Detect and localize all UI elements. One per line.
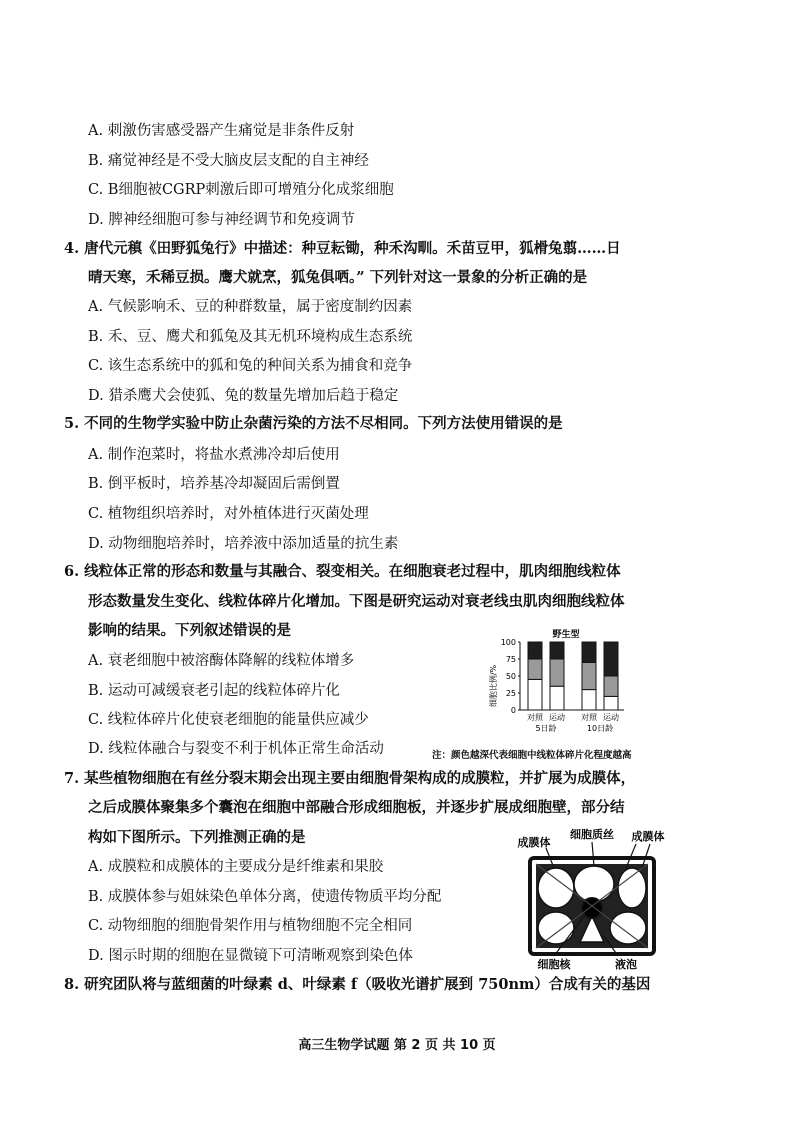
chart-xtick-label: 运动	[603, 713, 619, 722]
label-xibaozhisi: 细胞质丝	[570, 828, 614, 841]
chart-ytick-label: 0	[510, 706, 516, 715]
chart-xtick-label: 对照	[581, 713, 597, 722]
q5-option-d: D. 动物细胞培养时，培养液中添加适量的抗生素	[88, 536, 399, 552]
q8-stem: 8. 研究团队将与蓝细菌的叶绿素 d、叶绿素 f（吸收光谱扩展到 750nm）合成有关的基因	[64, 976, 651, 993]
mito-fragmentation-chart	[488, 626, 628, 738]
q5-option-b: B. 倒平板时，培养基冷却凝固后需倒置	[88, 476, 340, 492]
chart-title: 野生型	[552, 630, 580, 640]
chart-bar-white-0	[528, 679, 542, 710]
chart-ylabel: 细胞比例/%	[489, 664, 498, 708]
chart-bar-dark-2	[582, 642, 596, 662]
q5-option-a: A. 制作泡菜时，将盐水煮沸冷却后使用	[88, 447, 340, 463]
chart-ytick-label: 75	[505, 655, 516, 664]
q4-option-c: C. 该生态系统中的狐和兔的种间关系为捕食和竞争	[88, 358, 413, 374]
label-yepao: 液泡	[615, 958, 637, 971]
q3-option-d: D. 脾神经细胞可参与神经调节和免疫调节	[88, 212, 355, 228]
chart-ytick-label: 100	[500, 638, 516, 647]
chart-bar-gray-1	[550, 659, 564, 686]
cell-plate-figure	[508, 824, 676, 972]
q7-stem-cont: 之后成膜体聚集多个囊泡在细胞中部融合形成细胞板，并逐步扩展成细胞壁，部分结	[88, 799, 625, 816]
q3-option-a: A. 刺激伤害感受器产生痛觉是非条件反射	[88, 123, 355, 139]
q7-option-a: A. 成膜粒和成膜体的主要成分是纤维素和果胶	[88, 859, 384, 875]
chart-bar-gray-2	[582, 662, 596, 689]
chart-group-label: 10日龄	[586, 724, 614, 733]
q4-stem-cont: 晴天寒，禾稀豆损。鹰犬就烹，狐兔俱哂。” 下列针对这一景象的分析正确的是	[88, 269, 588, 286]
vacuole-bottom-right	[610, 912, 646, 944]
q5-option-c: C. 植物组织培养时，对外植体进行灭菌处理	[88, 506, 369, 522]
q7-stem-cont2: 构如下图所示。下列推测正确的是	[88, 829, 306, 846]
chart-bar-white-1	[550, 686, 564, 710]
q3-option-c: C. B细胞被CGRP刺激后即可增殖分化成浆细胞	[88, 182, 394, 198]
label-xibaohe: 细胞核	[537, 958, 571, 971]
q6-stem-cont2: 影响的结果。下列叙述错误的是	[88, 622, 291, 639]
q6-option-d: D. 线粒体融合与裂变不利于机体正常生命活动	[88, 741, 384, 757]
q6-option-c: C. 线粒体碎片化使衰老细胞的能量供应减少	[88, 712, 369, 728]
chart-bar-gray-0	[528, 659, 542, 679]
q6-option-a: A. 衰老细胞中被溶酶体降解的线粒体增多	[88, 653, 355, 669]
q7-option-d: D. 图示时期的细胞在显微镜下可清晰观察到染色体	[88, 948, 413, 964]
q6-stem-cont: 形态数量发生变化、线粒体碎片化增加。下图是研究运动对衰老线虫肌肉细胞线粒体	[88, 593, 625, 610]
q7-option-c: C. 动物细胞的细胞骨架作用与植物细胞不完全相同	[88, 918, 413, 934]
chart-bar-dark-3	[604, 642, 618, 676]
q7-stem: 7. 某些植物细胞在有丝分裂末期会出现主要由细胞骨架构成的成膜粒，并扩展为成膜体，	[64, 770, 636, 787]
page-footer: 高三生物学试题 第 2 页 共 10 页	[298, 1038, 496, 1053]
chart-bar-white-2	[582, 690, 596, 710]
vacuole-bottom-left	[538, 912, 574, 944]
label-chengmoti-left: 成膜体	[517, 836, 551, 849]
q4-option-a: A. 气候影响禾、豆的种群数量，属于密度制约因素	[88, 299, 413, 315]
q4-option-d: D. 猎杀鹰犬会使狐、兔的数量先增加后趋于稳定	[88, 388, 399, 404]
chart-bar-dark-1	[550, 642, 564, 659]
chart-note: 注：颜色越深代表细胞中线粒体碎片化程度越高	[432, 750, 632, 761]
vacuole-top-right	[618, 868, 646, 908]
q5-stem: 5. 不同的生物学实验中防止杂菌污染的方法不尽相同。下列方法使用错误的是	[64, 415, 563, 432]
q4-option-b: B. 禾、豆、鹰犬和狐兔及其无机环境构成生态系统	[88, 329, 413, 345]
chart-xtick-label: 对照	[527, 713, 543, 722]
q4-stem: 4. 唐代元稹《田野狐兔行》中描述：种豆耘锄，种禾沟甽。禾苗豆甲，狐榾兔翦……日	[64, 240, 621, 257]
chart-ytick-label: 50	[505, 672, 516, 681]
chart-bar-gray-3	[604, 676, 618, 696]
chart-bar-dark-0	[528, 642, 542, 659]
chart-bar-white-3	[604, 696, 618, 710]
label-chengmoti-right: 成膜体	[631, 830, 665, 843]
q7-option-b: B. 成膜体参与姐妹染色单体分离，使遗传物质平均分配	[88, 889, 442, 905]
chart-xtick-label: 运动	[549, 713, 565, 722]
q6-stem: 6. 线粒体正常的形态和数量与其融合、裂变相关。在细胞衰老过程中，肌肉细胞线粒体	[64, 563, 621, 580]
chart-ytick-label: 25	[505, 689, 516, 698]
q6-option-b: B. 运动可减缓衰老引起的线粒体碎片化	[88, 683, 340, 699]
q3-option-b: B. 痛觉神经是不受大脑皮层支配的自主神经	[88, 153, 369, 169]
chart-group-label: 5日龄	[535, 724, 557, 733]
